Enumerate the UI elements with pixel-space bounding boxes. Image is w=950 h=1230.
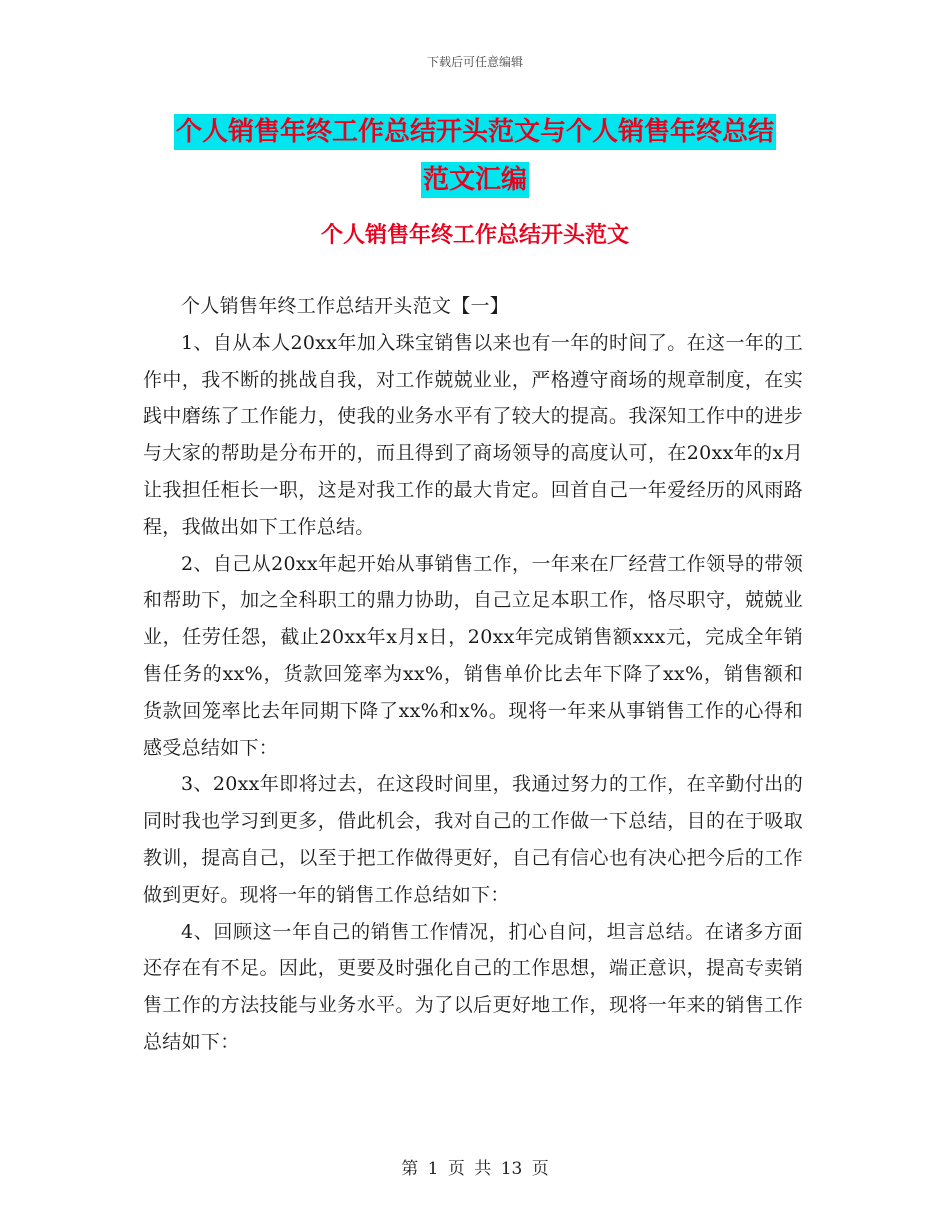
header-note: 下载后可任意编辑 [426, 55, 523, 69]
title-line-2: 范文汇编 [421, 162, 529, 198]
paragraph: 1、自从本人20xx年加入珠宝销售以来也有一年的时间了。在这一年的工作中，我不断的挑战自我，对工作兢兢业业，严格遵守商场的规章制度，在实践中磨练了工作能力，使我的业务水平有了较大的提高。我深知工作中的进步与大家的帮助是分布开的，而且得到了商场领导的高度认可，在20xx年的x月让我担任柜长一职，这是对我工作的最大肯定。回首自己一年爱经历的风雨路程，我做出如下工作总结。 [143, 331, 803, 538]
page-number-footer: 第 1 页 共 13 页 [401, 1159, 549, 1179]
paragraph: 3、20xx年即将过去，在这段时间里，我通过努力的工作，在辛勤付出的同时我也学习到更多，借此机会，我对自己的工作做一下总结，目的在于吸取教训，提高自己，以至于把工作做得更好，自己有信心也有决心把今后的工作做到更好。现将一年的销售工作总结如下： [143, 773, 803, 906]
section-title: 个人销售年终工作总结开头范文 [320, 222, 629, 248]
title-line-1: 个人销售年终工作总结开头范文与个人销售年终总结 [174, 114, 776, 150]
paragraph: 2、自己从20xx年起开始从事销售工作，一年来在厂经营工作领导的带领和帮助下，加之全科职工的鼎力协助，自己立足本职工作，恪尽职守，兢兢业业，任劳任怨，截止20xx年x月x日，20xx年完成销售额xxx元，完成全年销售任务的xx%，货款回笼率为xx%，销售单价比去年下降了xx%，销售额和货款回笼率比去年同期下降了xx%和x%。现将一年来从事销售工作的心得和感受总结如下： [143, 552, 803, 759]
paragraph-subheading: 个人销售年终工作总结开头范文【一】 [181, 295, 510, 317]
document-title [0, 108, 950, 204]
body-text [143, 288, 803, 1061]
paragraph: 4、回顾这一年自己的销售工作情况，扪心自问，坦言总结。在诸多方面还存在有不足。因此，更要及时强化自己的工作思想，端正意识，提高专卖销售工作的方法技能与业务水平。为了以后更好地工作，现将一年来的销售工作总结如下： [143, 920, 803, 1053]
